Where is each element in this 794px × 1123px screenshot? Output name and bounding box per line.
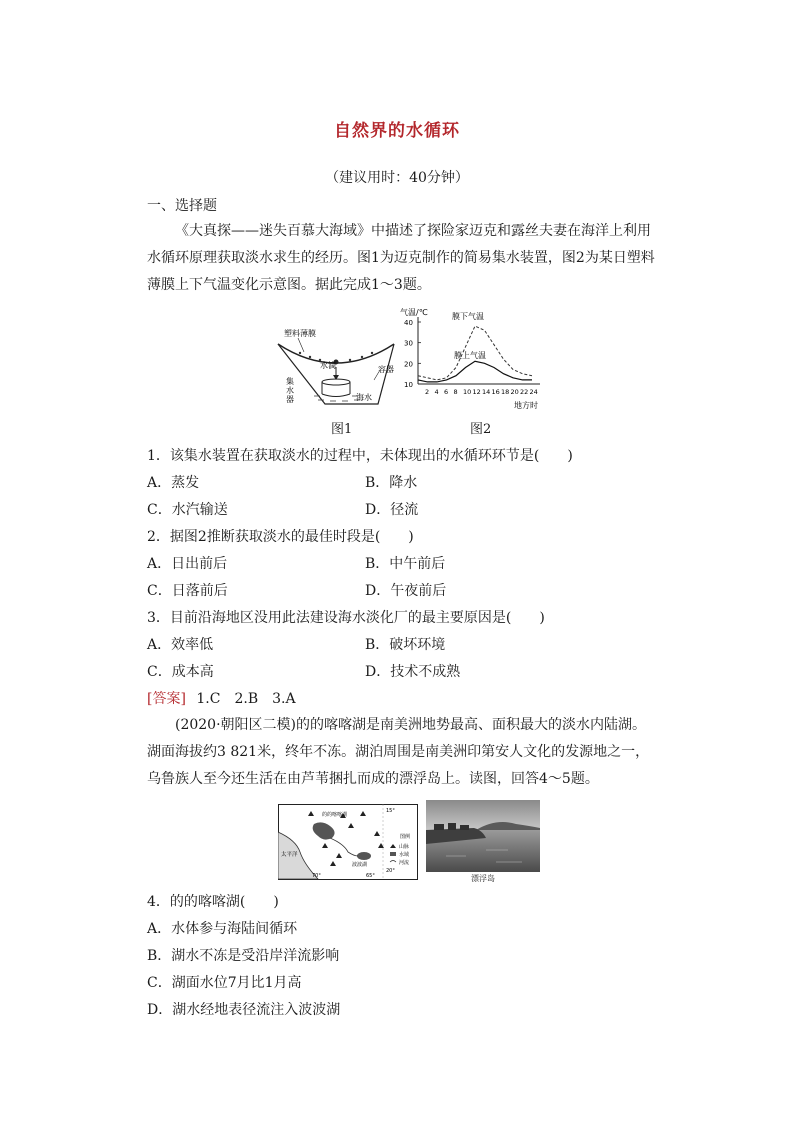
q2-option-b[interactable]: B．中午前后 (365, 556, 446, 572)
y-tick-label: 30 (404, 339, 413, 348)
page-title: 自然界的水循环 (334, 121, 460, 141)
label-collector-2: 水 (286, 386, 294, 395)
q3-option-b[interactable]: B．破坏环境 (365, 637, 446, 653)
legend-mountain-label: 山脉 (399, 844, 410, 850)
lake-titicaca-map (278, 804, 418, 880)
y-tick-label: 20 (404, 360, 413, 369)
question-3-stem: 3．目前沿海地区没用此法建设海水淡化厂的最主要原因是( ) (147, 610, 545, 626)
label-film: 塑料薄膜 (284, 329, 316, 338)
q3-option-c[interactable]: C．成本高 (147, 664, 214, 680)
q1-option-a[interactable]: A．蒸发 (147, 475, 200, 491)
label-collector-3: 器 (286, 395, 294, 404)
figure-1-collection-device (270, 322, 400, 412)
x-tick-label: 12 (472, 388, 481, 396)
q1-option-c[interactable]: C．水汽输送 (147, 502, 228, 518)
y-tick-label: 10 (404, 381, 413, 389)
label-collector-1: 集 (286, 377, 294, 386)
q1-option-d[interactable]: D．径流 (365, 502, 419, 518)
x-tick-label: 4 (434, 388, 439, 396)
x-tick-label: 18 (501, 388, 510, 396)
photo-caption: 漂浮岛 (471, 874, 495, 883)
q3-option-a[interactable]: A．效率低 (147, 637, 214, 653)
q1-option-b[interactable]: B．降水 (365, 475, 418, 491)
series-line-above-film (418, 361, 532, 382)
q4-option-b[interactable]: B．湖水不冻是受沿岸洋流影响 (147, 948, 340, 964)
legend-above-film: 膜上气温 (454, 351, 486, 360)
map-lat-20: 20° (386, 868, 395, 874)
figure-1-caption: 图1 (331, 422, 353, 437)
figure-2-temperature-chart (400, 304, 550, 414)
map-label-titicaca: 的的喀喀湖 (322, 812, 348, 818)
x-tick-label: 16 (491, 388, 500, 396)
map-lon-65: 65° (366, 873, 375, 879)
x-tick-label: 8 (453, 388, 458, 396)
label-container: 容器 (378, 365, 394, 374)
intro-paragraph-1: 《大真探——迷失百慕大海域》中描述了探险家迈克和露丝夫妻在海洋上利用水循环原理获取淡水求生的经历。图1为迈克制作的简易集水装置，图2为某日塑料薄膜上下气温变化示意图。据此完成1～3题。 (147, 223, 655, 293)
q2-option-a[interactable]: A．日出前后 (147, 556, 228, 572)
answer-values: 1.C 2.B 3.A (196, 691, 296, 707)
question-4-stem: 4．的的喀喀湖( ) (147, 894, 279, 910)
legend-title: 图例 (400, 834, 411, 840)
question-2-stem: 2．据图2推断获取淡水的最佳时段是( ) (147, 529, 414, 545)
lake-poopo-shape (357, 852, 371, 860)
x-tick-label: 10 (463, 388, 472, 396)
chart-xlabel: 地方时 (514, 401, 538, 410)
map-label-pacific: 太平洋 (281, 852, 298, 858)
map-lon-70: 70° (312, 873, 321, 879)
x-tick-label: 6 (444, 388, 449, 396)
legend-water-label: 水域 (399, 852, 410, 858)
x-tick-label: 20 (510, 388, 519, 396)
floating-island-photo (426, 800, 540, 872)
x-tick-label: 24 (529, 388, 538, 396)
answer-line (147, 689, 296, 709)
q4-option-c[interactable]: C．湖面水位7月比1月高 (147, 975, 302, 991)
chart-ylabel: 气温/℃ (400, 308, 428, 317)
section-heading: 一、选择题 (147, 198, 217, 214)
q4-option-d[interactable]: D．湖水经地表径流注入波波湖 (147, 1002, 341, 1018)
q2-option-d[interactable]: D．午夜前后 (365, 583, 447, 599)
intro-paragraph-2: (2020·朝阳区二模)的的喀喀湖是南美洲地势最高、面积最大的淡水内陆湖。湖面海拔约3 821米，终年不冻。湖泊周围是南美洲印第安人文化的发源地之一，乌鲁族人至今还生活在由芦苇捆扎而成的漂浮岛上。读图，回答4～5题。 (147, 717, 650, 787)
q2-option-c[interactable]: C．日落前后 (147, 583, 228, 599)
map-lat-15: 15° (386, 808, 395, 814)
legend-river-label: 河流 (399, 860, 410, 866)
x-tick-label: 22 (520, 388, 529, 396)
x-tick-label: 2 (425, 388, 430, 396)
label-drop: 水滴 (320, 361, 336, 370)
legend-water-icon (390, 852, 396, 856)
answer-key-label: [答案] (147, 691, 186, 707)
y-tick-label: 40 (404, 319, 413, 327)
time-suggestion: （建议用时：40分钟） (325, 170, 469, 186)
x-tick-label: 14 (482, 388, 491, 396)
q4-option-a[interactable]: A．水体参与海陆间循环 (147, 921, 298, 937)
legend-under-film: 膜下气温 (452, 312, 484, 321)
question-1-stem: 1．该集水装置在获取淡水的过程中，未体现出的水循环环节是( ) (147, 448, 573, 464)
map-label-poopo: 波波湖 (352, 862, 368, 868)
figure-2-caption: 图2 (470, 422, 492, 437)
q3-option-d[interactable]: D．技术不成熟 (365, 664, 461, 680)
label-sea: 海水 (356, 393, 372, 402)
